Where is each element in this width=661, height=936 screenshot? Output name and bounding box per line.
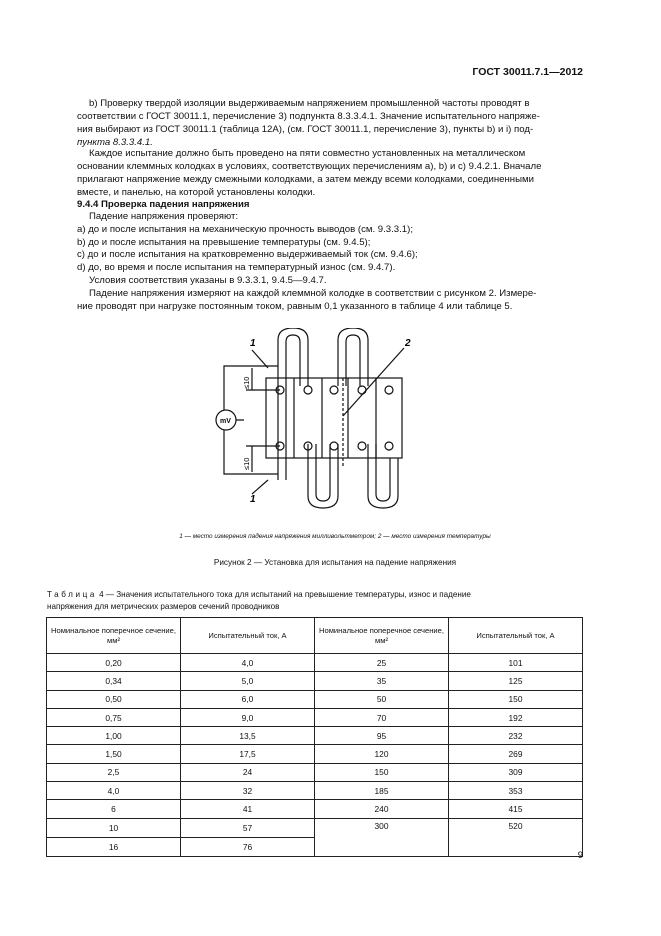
table-cell: 309: [449, 763, 583, 781]
table-cell: 0,50: [47, 690, 181, 708]
page-number: 9: [577, 850, 583, 861]
list-item-c: c) до и после испытания на кратковременно выдерживаемый ток (см. 9.4.6);: [77, 249, 418, 260]
label-pointer: [252, 350, 268, 368]
temperature-point-line: [343, 348, 404, 416]
table-cell: 150: [315, 763, 449, 781]
text-line: вместе, и панелью, на которой установлены колодки.: [77, 187, 316, 198]
text-line: b) Проверку твердой изоляции выдерживаемым напряжением промышленной частоты проводят в: [89, 98, 530, 109]
table-cell: 16: [47, 838, 181, 856]
table-cell: 76: [181, 838, 315, 856]
conductor-loop: [368, 444, 398, 508]
figure-label-1: 1: [250, 338, 256, 349]
table-row: [47, 654, 583, 672]
table-cell: 9,0: [181, 708, 315, 726]
table-cell: 10: [47, 818, 181, 838]
document-header: ГОСТ 30011.7.1—2012: [472, 66, 583, 78]
list-item-b: b) до и после испытания на превышение температуры (см. 9.4.5);: [77, 237, 371, 248]
terminal-screw: [385, 386, 393, 394]
terminal-screw: [330, 386, 338, 394]
section-title: 9.4.4 Проверка падения напряжения: [77, 199, 250, 210]
table-cell: [315, 838, 449, 856]
text-line: ния выбирают из ГОСТ 30011.1 (таблица 12A), (см. ГОСТ 30011.1, перечисление 3), пункты b) и i) под-: [77, 124, 534, 135]
table-cell: 5,0: [181, 672, 315, 690]
table-cell: 32: [181, 782, 315, 800]
table-cell: [449, 838, 583, 856]
table-cell: 150: [449, 690, 583, 708]
table-cell: 1,50: [47, 745, 181, 763]
paragraph-test: [77, 147, 582, 199]
table-cell: 70: [315, 708, 449, 726]
table-cell: 50: [315, 690, 449, 708]
table-caption-word: Таблица: [47, 590, 97, 599]
text-line: пункта 8.3.3.4.1.: [77, 137, 153, 148]
terminal-screw: [358, 442, 366, 450]
table-cell: 17,5: [181, 745, 315, 763]
table-caption: [47, 589, 582, 612]
terminal-screw: [304, 386, 312, 394]
terminal-screw: [385, 442, 393, 450]
text-line: прилагают напряжение между смежными колодками, а затем между всеми колодками, соединенными: [77, 174, 534, 185]
table-cell: 25: [315, 654, 449, 672]
table-cell: 269: [449, 745, 583, 763]
table-caption-rest: 4 — Значения испытательного тока для испытаний на превышение температуры, износ и падение: [96, 590, 471, 599]
table-cell: 1,00: [47, 727, 181, 745]
table-cell: 0,20: [47, 654, 181, 672]
table-row: [47, 763, 583, 781]
table-cell: 185: [315, 782, 449, 800]
table-cell: 125: [449, 672, 583, 690]
header-cell: Номинальное поперечное сечение, мм²: [315, 618, 449, 654]
table-cell: 95: [315, 727, 449, 745]
list-item-d: d) до, во время и после испытания на температурный износ (см. 9.4.7).: [77, 262, 396, 273]
table-cell: 0,75: [47, 708, 181, 726]
table-cell: 2,5: [47, 763, 181, 781]
conductor-loop: [338, 328, 368, 386]
table-cell: 520: [449, 818, 583, 838]
figure-caption: Рисунок 2 — Установка для испытания на падение напряжения: [213, 558, 457, 567]
header-cell: Испытательный ток, А: [181, 618, 315, 654]
figure-2-diagram: [206, 328, 446, 518]
conductor-loop: [376, 444, 390, 501]
table-caption-line2: напряжения для метрических размеров сечений проводников: [47, 601, 280, 611]
table-cell: 240: [315, 800, 449, 818]
list-item-a: a) до и после испытания на механическую прочность выводов (см. 9.3.3.1);: [77, 224, 413, 235]
meter-label: mV: [220, 418, 231, 425]
header-cell: Номинальное поперечное сечение, мм²: [47, 618, 181, 654]
table-row: [47, 745, 583, 763]
table-row: [47, 782, 583, 800]
text-line: основании клеммных колодках в условиях, соответствующих перечислениям a), b) и c) 9.4.2.1. Вначале: [77, 161, 542, 172]
table-row: [47, 800, 583, 818]
table-cell: 6,0: [181, 690, 315, 708]
table-cell: 415: [449, 800, 583, 818]
table-cell: 101: [449, 654, 583, 672]
text-line: Падение напряжения измеряют на каждой клеммной колодке в соответствии с рисунком 2. Измере-: [89, 288, 537, 299]
list-intro: Падение напряжения проверяют:: [89, 211, 239, 222]
header-cell: Испытательный ток, А: [449, 618, 583, 654]
table-cell: 4,0: [181, 654, 315, 672]
terminal-screw: [358, 386, 366, 394]
dimension-top-label: ≤10: [242, 376, 251, 389]
table-cell: 4,0: [47, 782, 181, 800]
table-cell: 13,5: [181, 727, 315, 745]
figure-label-2: 2: [405, 338, 411, 349]
table-cell: 192: [449, 708, 583, 726]
figure-legend: 1 — место измерения падения напряжения милливольтметром; 2 — место измерения температуры: [179, 533, 491, 540]
table-cell: 120: [315, 745, 449, 763]
text-line: соответствии с ГОСТ 30011.1, перечисление 3) подпункта 8.3.3.4.1. Значение испытательного напряже-: [77, 111, 540, 122]
table-row: [47, 708, 583, 726]
conductor-loop: [308, 444, 338, 508]
label-pointer: [252, 480, 268, 494]
table-cell: 24: [181, 763, 315, 781]
table-row: [47, 818, 583, 838]
conductor-loop: [278, 328, 308, 480]
test-current-table: [46, 617, 583, 857]
figure-label-1b: 1: [250, 494, 256, 505]
table-row: [47, 727, 583, 745]
text-line: ние проводят при нагрузке постоянным током, равным 0,1 указанного в таблице 4 или таблице 5.: [77, 301, 513, 312]
table-cell: 35: [315, 672, 449, 690]
table-cell: 300: [315, 818, 449, 838]
table-cell: 57: [181, 818, 315, 838]
paragraph-b: [77, 97, 582, 149]
table-cell: 0,34: [47, 672, 181, 690]
table-cell: 232: [449, 727, 583, 745]
terminal-screw: [330, 442, 338, 450]
table-header-row: [47, 618, 583, 654]
paragraph-measure: [77, 287, 582, 313]
dimension-bottom-label: ≤10: [242, 457, 251, 470]
table-cell: 6: [47, 800, 181, 818]
table-row: [47, 690, 583, 708]
table-row: [47, 838, 583, 856]
table-cell: 353: [449, 782, 583, 800]
conditions-text: Условия соответствия указаны в 9.3.3.1, 9.4.5—9.4.7.: [89, 275, 327, 286]
table-cell: 41: [181, 800, 315, 818]
text-line: Каждое испытание должно быть проведено на пяти совместно установленных на металлическом: [89, 148, 526, 159]
table-row: [47, 672, 583, 690]
conductor-loop: [316, 444, 330, 501]
